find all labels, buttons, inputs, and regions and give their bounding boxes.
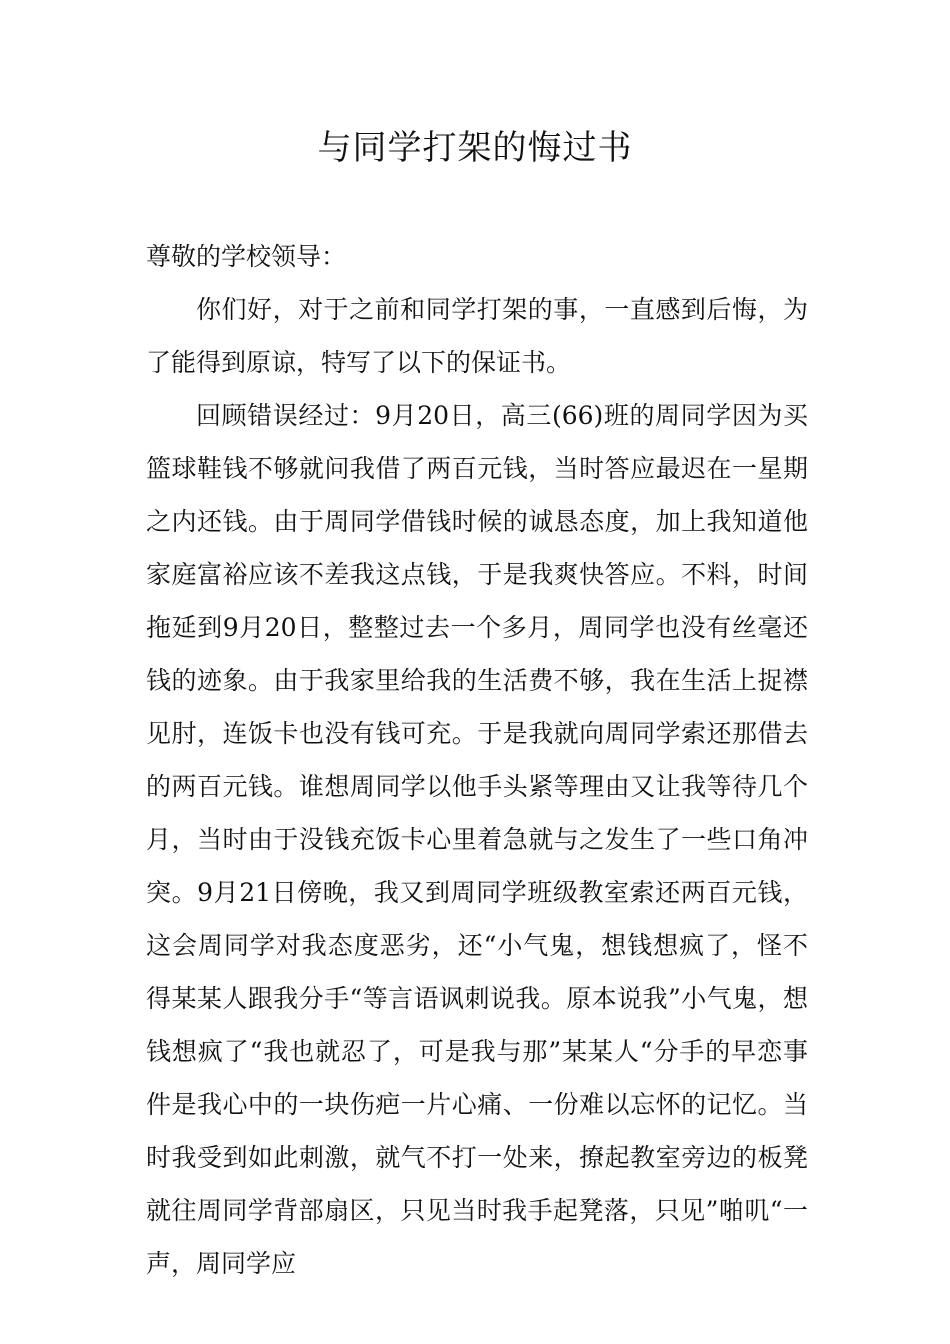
paragraph-review: 回顾错误经过：9月20日，高三(66)班的周同学因为买篮球鞋钱不够就问我借了两百元钱，当时答应最迟在一星期之内还钱。由于周同学借钱时候的诚恳态度，加上我知道他家庭富裕应该不差我这点钱，于是我爽快答应。不料，时间拖延到9月20日，整整过去一个多月，周同学也没有丝毫还钱的迹象。由于我家里给我的生活费不够，我在生活上捉襟见肘，连饭卡也没有钱可充。于是我就向周同学索还那借去的两百元钱。谁想周同学以他手头紧等理由又让我等待几个月，当时由于没钱充饭卡心里着急就与之发生了一些口角冲突。9月21日傍晚，我又到周同学班级教室索还两百元钱，这会周同学对我态度恶劣，还“小气鬼，想钱想疯了，怪不得某某人跟我分手“等言语讽刺说我。原本说我”小气鬼，想钱想疯了“我也就忍了，可是我与那”某某人“分手的早恋事件是我心中的一块伤疤一片心痛、一份难以忘怀的记忆。当时我受到如此刺激，就气不打一处来，撩起教室旁边的板凳就往周同学背部扇区，只见当时我手起凳落，只见”啪叽“一声，周同学应 [146,401,808,1278]
salutation: 尊敬的学校领导： [146,242,347,271]
page-title: 与同学打架的悔过书 [317,128,633,168]
paragraph-greeting: 你们好，对于之前和同学打架的事，一直感到后悔，为了能得到原谅，特写了以下的保证书。 [146,295,808,377]
document-body [146,230,808,1290]
